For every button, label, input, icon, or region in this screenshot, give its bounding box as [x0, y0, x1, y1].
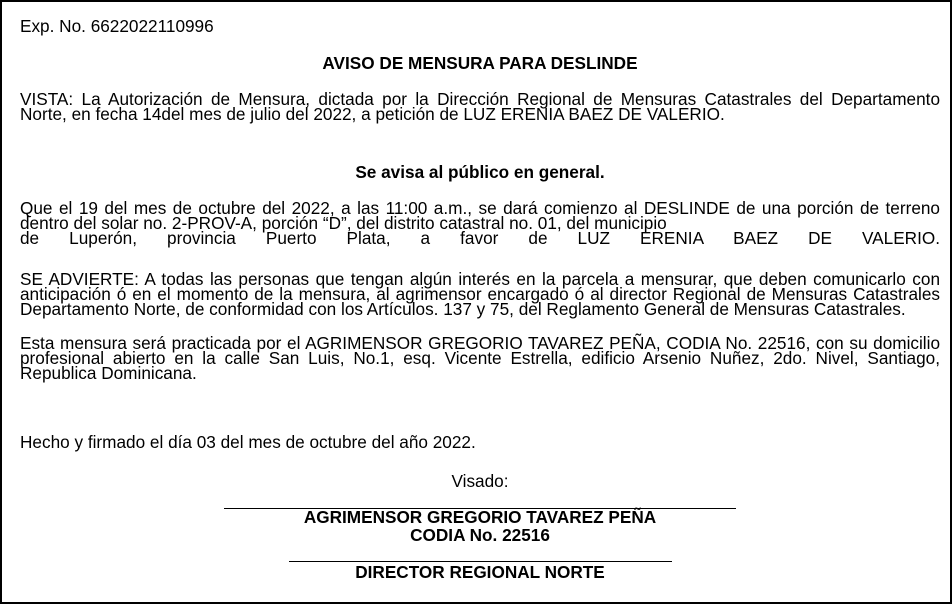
- surveyor-name: AGRIMENSOR GREGORIO TAVAREZ PEÑA: [303, 507, 657, 527]
- vista-paragraph: VISTA: La Autorización de Mensura, dictada por la Dirección Regional de Mensuras Catastrales del Departamento Norte, en fecha 14del mes de julio del 2022, a petición de LUZ ERENIA BAEZ DE VALERIO.: [20, 89, 940, 124]
- deslinde-paragraph-last-line: de Luperón, provincia Puerto Plata, a favor de LUZ ERENIA BAEZ DE VALERIO.: [20, 228, 940, 248]
- surveyor-codia: CODIA No. 22516: [410, 525, 550, 545]
- advierte-paragraph: SE ADVIERTE: A todas las personas que tengan algún interés en la parcela a mensurar, que deben comunicarlo con anticipación ó en el momento de la mensura, al agrimensor encargado ó al director Regional de Mensuras Catastrales Departamento Norte, de conformidad con los Artículos. 137 y 75, del Reglamento General de Mensuras Catastrales.: [20, 269, 940, 319]
- expedient-number: Exp. No. 6622022110996: [20, 16, 214, 36]
- deslinde-paragraph: [20, 198, 940, 248]
- deslinde-paragraph-main: Que el 19 del mes de octubre del 2022, a las 11:00 a.m., se dará comienzo al DESLINDE de una porción de terreno dentro del solar no. 2-PROV-A, porción “D”, del distrito catastral no. 01, del municipio: [20, 198, 940, 233]
- signed-date-line: Hecho y firmado el día 03 del mes de octubre del año 2022.: [20, 432, 476, 452]
- surveyor-paragraph: Esta mensura será practicada por el AGRIMENSOR GREGORIO TAVAREZ PEÑA, CODIA No. 22516, con su domicilio profesional abierto en la calle San Luis, No.1, esq. Vicente Estrella, edificio Arsenio Nuñez, 2do. Nivel, Santiago, Republica Dominicana.: [20, 333, 940, 383]
- visado-label: Visado:: [451, 471, 509, 491]
- public-notice-heading: Se avisa al público en general.: [355, 162, 605, 182]
- notice-title: AVISO DE MENSURA PARA DESLINDE: [322, 53, 638, 73]
- director-title: DIRECTOR REGIONAL NORTE: [355, 562, 605, 582]
